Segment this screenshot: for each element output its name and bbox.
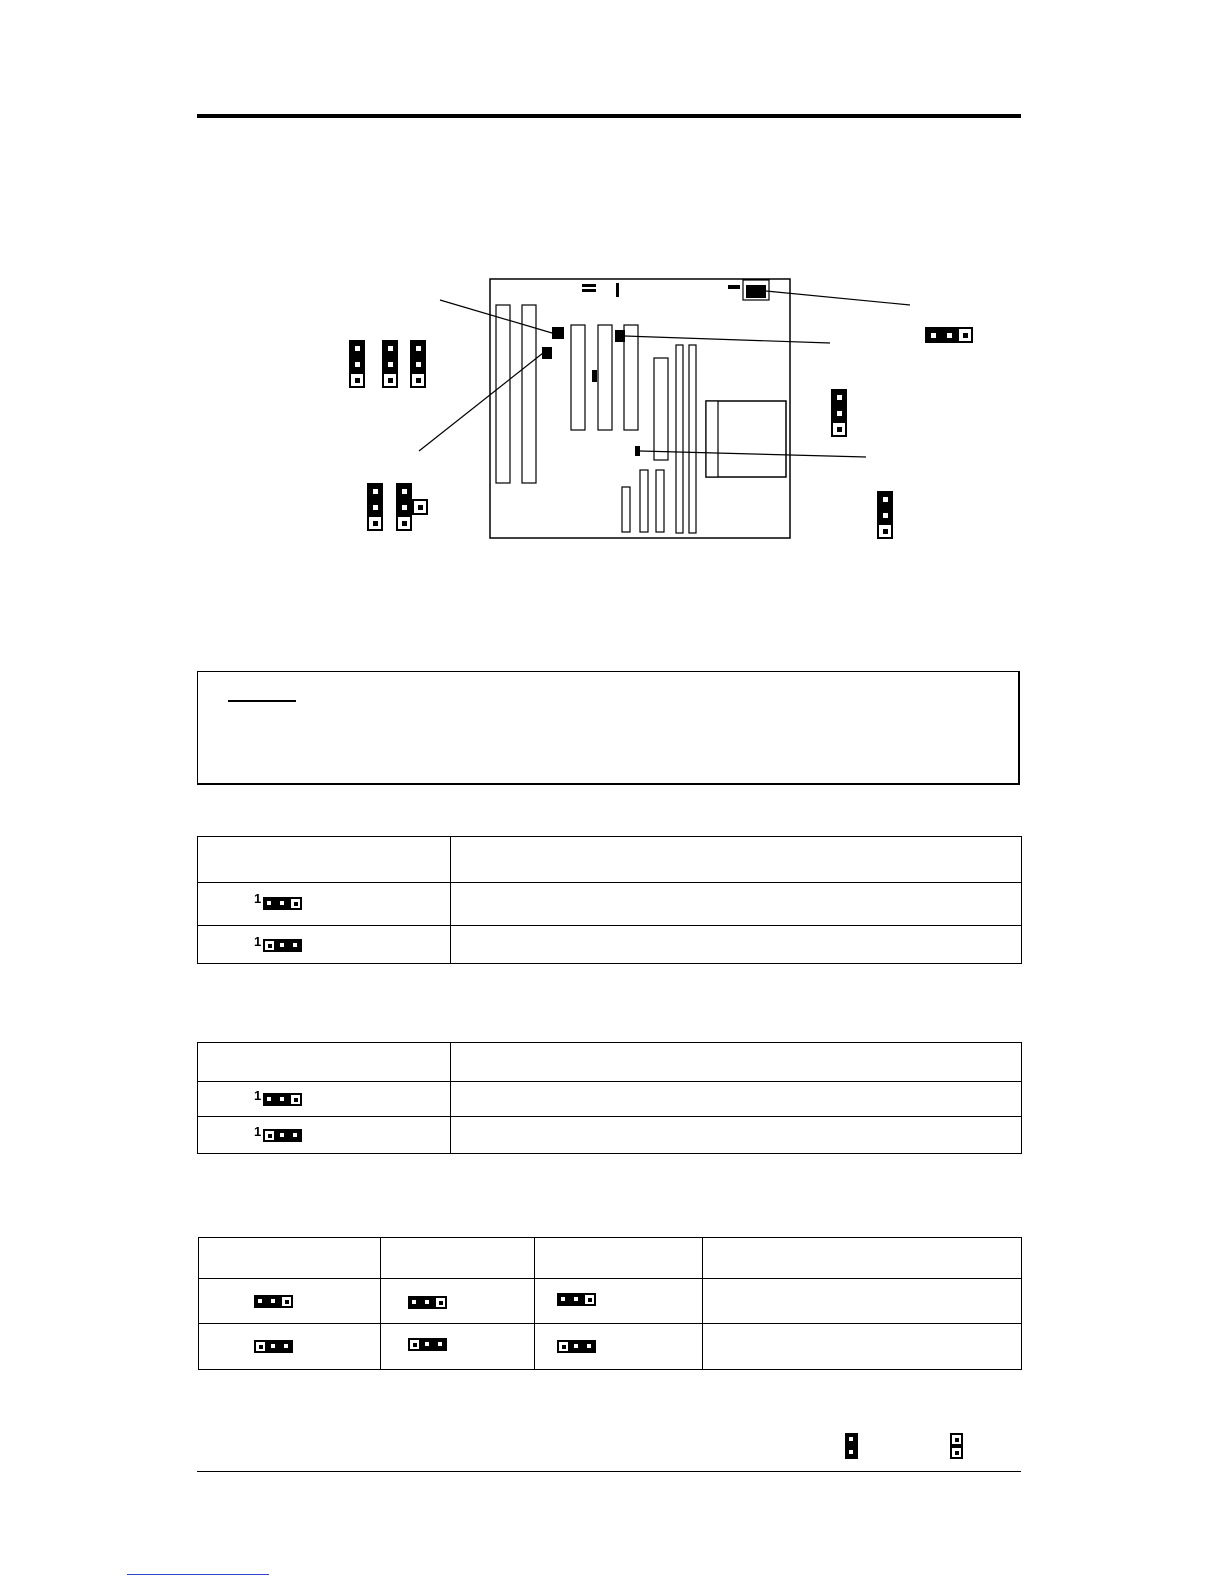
table-cell (451, 926, 1022, 964)
jumper-1-2 (557, 1293, 596, 1306)
jumper-table-3 (198, 1237, 1022, 1370)
notice-heading-underline (228, 700, 296, 702)
table-row (199, 1324, 381, 1370)
jumper-vertical-1-2 (349, 340, 365, 388)
table-cell (381, 1279, 535, 1324)
table-header-cell (535, 1238, 703, 1279)
jumper-2-3 (408, 1338, 447, 1351)
jumper-1-2 (254, 1295, 293, 1308)
notice-box (197, 671, 1020, 785)
legend-jumper-open (950, 1433, 963, 1459)
jumper-vertical-1-2 (367, 483, 383, 531)
jumper-2-3 (263, 1129, 302, 1142)
table-header-cell (451, 1043, 1022, 1082)
jumper-1-2 (263, 1093, 302, 1106)
legend-jumper-closed (845, 1433, 858, 1459)
jumper-vertical-1-2 (396, 483, 412, 531)
table-cell (381, 1324, 535, 1370)
table-header-cell (381, 1238, 535, 1279)
jumper-side-pin (412, 499, 428, 515)
table-row: 1 (198, 926, 451, 964)
jumper-2-3 (557, 1340, 596, 1353)
table-header-cell (198, 1043, 451, 1082)
table-row (199, 1279, 381, 1324)
table-cell (703, 1324, 1022, 1370)
jumper-vertical-1-2 (382, 340, 398, 388)
jumper-horizontal-1-2 (925, 327, 973, 343)
table-header-cell (451, 837, 1022, 883)
jumper-vertical-1-2 (831, 389, 847, 437)
table-cell (451, 1082, 1022, 1117)
table-cell (703, 1279, 1022, 1324)
jumper-2-3 (263, 939, 302, 952)
jumper-vertical-1-2 (877, 491, 893, 539)
table-cell (535, 1279, 703, 1324)
bottom-rule (197, 1471, 1021, 1472)
jumper-1-2 (408, 1296, 447, 1309)
motherboard-diagram (0, 0, 1225, 600)
table-header-cell (198, 837, 451, 883)
jumper-table-1 (197, 836, 1022, 964)
table-header-cell (703, 1238, 1022, 1279)
jumper-2-3 (254, 1340, 293, 1353)
table-cell (451, 883, 1022, 926)
jumper-table-2 (197, 1042, 1022, 1154)
table-cell (451, 1117, 1022, 1154)
table-cell (535, 1324, 703, 1370)
jumper-1-2 (263, 897, 302, 910)
table-row: 1 (198, 1117, 451, 1154)
table-row: 1 (198, 1082, 451, 1117)
table-row: 1 (198, 883, 451, 926)
table-header-cell (199, 1238, 381, 1279)
jumper-vertical-1-2 (410, 340, 426, 388)
bottom-link[interactable] (127, 1574, 269, 1575)
